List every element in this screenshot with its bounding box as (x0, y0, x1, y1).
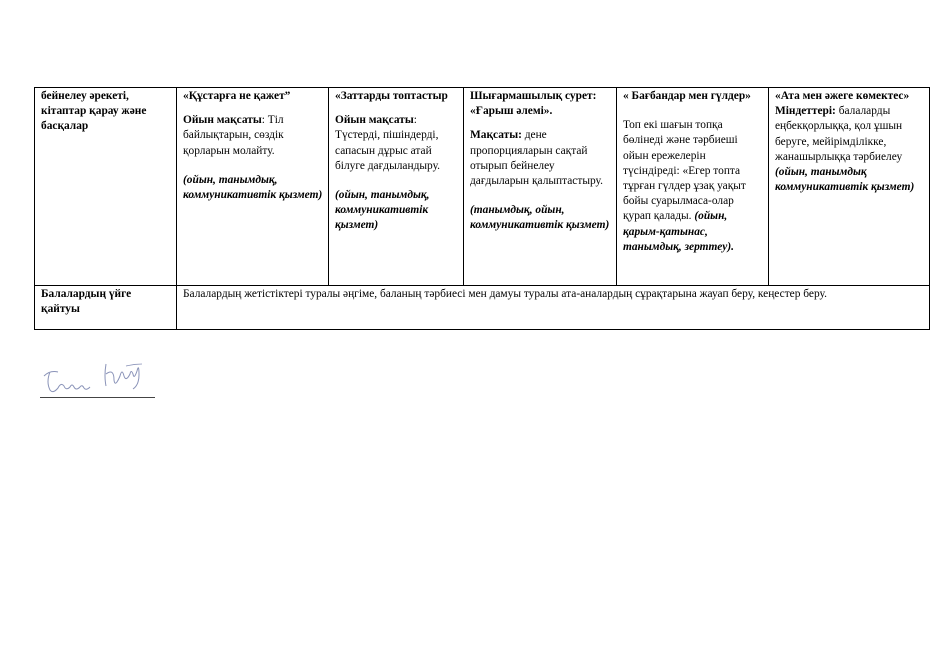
game-sort-note: (ойын, танымдық, коммуникативтік қызмет) (335, 189, 430, 232)
help-grandparents-title: «Ата мен әжеге көмектес» (775, 90, 910, 102)
drawing-space-title: Шығармашылық сурет: «Ғарыш әлемі». (470, 90, 597, 118)
going-home-text-cell (177, 286, 930, 330)
activity-type-label: бейнелеу әрекеті, кітаптар қарау және басқалар (41, 90, 147, 133)
game-gardeners-note: (ойын, қарым-қатынас, танымдық, зерттеу). (623, 210, 734, 253)
going-home-text: Балалардың жетістіктері туралы әңгіме, баланың тәрбиесі мен дамуы туралы ата-аналардың сұрақтарына жауап беру, кеңестер беру. (183, 288, 827, 300)
going-home-label-cell (35, 286, 177, 330)
game-birds-note: (ойын, танымдық, коммуникативтік қызмет) (183, 173, 323, 202)
help-grandparents-goal: Міндеттері: балаларды еңбекқорлыққа, қол ұшын беруге, мейірімділікке, жанашырлыққа тәрбиелеу (ойын, танымдық коммуникативтік қызмет) (775, 105, 915, 194)
game-gardeners-cell (617, 88, 769, 286)
game-sort-goal: Ойын мақсаты: Түстерді, пішіндерді, сапасын дұрыс атай білуге дағдыландыру. (335, 114, 440, 172)
help-grandparents-note: (ойын, танымдық коммуникативтік қызмет) (775, 166, 915, 194)
game-gardeners-text: Топ екі шағын топқа бөлінеді және тәрбиеші ойын ережелерін түсіндіреді: «Егер топта тұрған гүлдер ұзақ уақыт бойы суарылмаса-олар қурап қалады. (ойын, қарым-қатынас, танымдық, зерттеу). (623, 119, 746, 253)
help-grandparents-cell (769, 88, 930, 286)
going-home-label: Балалардың үйге қайтуы (41, 288, 132, 316)
signature-line (40, 397, 155, 398)
table-row (35, 286, 930, 330)
handwritten-signature-icon (40, 360, 160, 400)
game-birds-cell (177, 88, 329, 286)
drawing-space-goal: Мақсаты: дене пропорцияларын сақтай отырып бейнелеу дағдыларын қалыптастыру. (470, 129, 603, 188)
activity-type-cell (35, 88, 177, 286)
game-sort-title: «Заттарды топтастыр (335, 90, 448, 102)
game-birds-title: «Құстарға не қажет” (183, 90, 291, 102)
game-sort-cell (329, 88, 464, 286)
plan-table (34, 87, 930, 330)
table-row (35, 88, 930, 286)
game-birds-goal: Ойын мақсаты: Тіл байлықтарын, сөздік қорларын молайту. (183, 114, 284, 157)
drawing-space-cell (464, 88, 617, 286)
drawing-space-note: (танымдық, ойын, коммуникативтік қызмет) (470, 204, 610, 232)
game-gardeners-title: « Бағбандар мен гүлдер» (623, 90, 751, 102)
